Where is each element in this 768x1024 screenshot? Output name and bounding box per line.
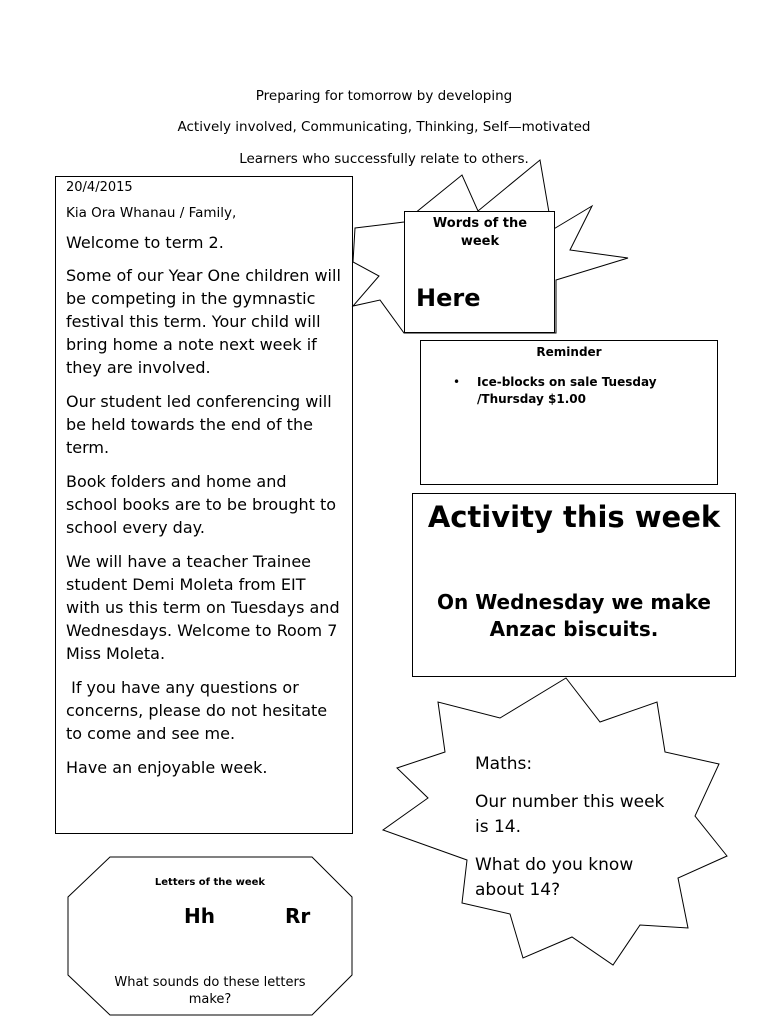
header-line-2: Actively involved, Communicating, Thinking, Self—motivated bbox=[177, 119, 591, 135]
letters-of-week-title: Letters of the week bbox=[154, 877, 266, 888]
letter-paragraph-6: If you have any questions or concerns, please do not hesitate to come and see me. bbox=[66, 678, 333, 743]
letter-paragraph-4: Book folders and home and school books are to be brought to school every day. bbox=[66, 472, 337, 537]
letter-paragraph-5: We will have a teacher Trainee student Demi Moleta from EIT with us this term on Tuesdays and Wednesdays. Welcome to Room 7 Miss Moleta. bbox=[66, 552, 340, 663]
letter-rr: Rr bbox=[285, 904, 311, 928]
letter-paragraph-2: Some of our Year One children will be competing in the gymnastic festival this term. Your child will bring home a note next week if they are involved. bbox=[66, 266, 341, 377]
header-line-3: Learners who successfully relate to others. bbox=[239, 151, 529, 167]
activity-text: On Wednesday we make Anzac biscuits. bbox=[436, 590, 711, 641]
maths-line-1: Our number this week is 14. bbox=[475, 792, 665, 837]
word-of-week: Here bbox=[416, 284, 481, 312]
maths-line-2: What do you know about 14? bbox=[475, 855, 634, 900]
maths-content bbox=[475, 752, 675, 903]
activity-box bbox=[412, 493, 736, 677]
letter-paragraph-7: Have an enjoyable week. bbox=[66, 758, 268, 777]
letter-paragraph-1: Welcome to term 2. bbox=[66, 233, 224, 252]
activity-title: Activity this week bbox=[427, 500, 721, 534]
letter-paragraph-3: Our student led conferencing will be held towards the end of the term. bbox=[66, 392, 332, 457]
words-of-week-box bbox=[404, 211, 555, 333]
reminder-title: Reminder bbox=[536, 345, 602, 359]
header-line-1: Preparing for tomorrow by developing bbox=[255, 88, 513, 104]
letter-box bbox=[55, 176, 353, 834]
words-of-week-title: Words of the week bbox=[432, 216, 528, 249]
letter-greeting: Kia Ora Whanau / Family, bbox=[66, 205, 237, 221]
reminder-item-1: Ice-blocks on sale Tuesday /Thursday $1.00 bbox=[477, 375, 657, 406]
maths-heading: Maths: bbox=[475, 754, 533, 774]
bullet-icon: • bbox=[453, 375, 461, 389]
letter-date: 20/4/2015 bbox=[66, 180, 133, 195]
reminder-box bbox=[420, 340, 718, 485]
letters-question: What sounds do these letters make? bbox=[114, 975, 306, 1007]
letter-hh: Hh bbox=[184, 904, 215, 928]
